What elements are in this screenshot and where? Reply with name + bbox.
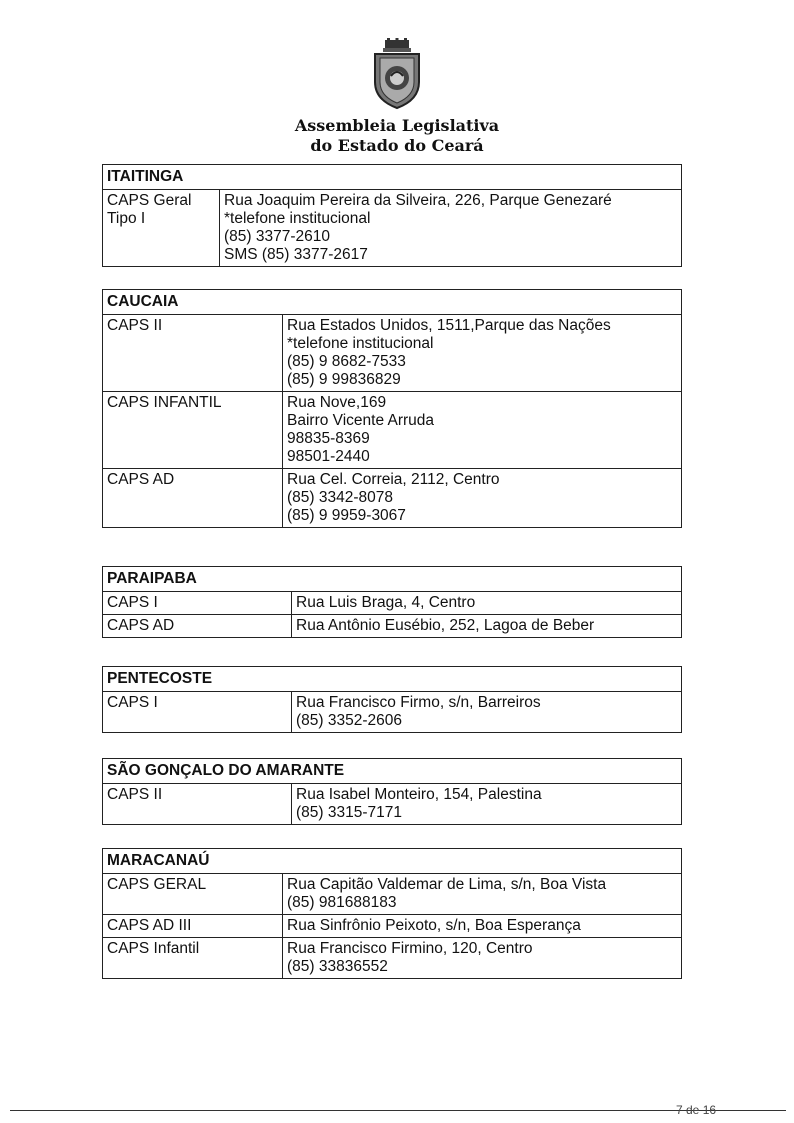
service-line: CAPS I — [107, 594, 158, 611]
service-cell — [103, 915, 283, 938]
service-line: Tipo I — [107, 210, 146, 227]
service-line: CAPS GERAL — [107, 876, 207, 893]
service-line: CAPS II — [107, 786, 163, 803]
table-row — [103, 784, 682, 825]
address-cell — [292, 615, 682, 638]
table-row — [103, 190, 682, 267]
service-cell — [103, 692, 292, 733]
address-line: (85) 3352-2606 — [296, 712, 402, 729]
address-line: (85) 9 99836829 — [287, 371, 401, 388]
address-line: Rua Luis Braga, 4, Centro — [296, 594, 476, 611]
city-name: CAUCAIA — [103, 290, 682, 315]
service-cell — [103, 784, 292, 825]
service-cell — [103, 938, 283, 979]
service-line: CAPS INFANTIL — [107, 394, 222, 411]
city-table-caucaia — [102, 289, 682, 528]
city-name: PARAIPABA — [103, 567, 682, 592]
table-row — [103, 392, 682, 469]
service-line: CAPS Geral — [107, 192, 192, 209]
city-name: SÃO GONÇALO DO AMARANTE — [103, 759, 682, 784]
service-line: CAPS AD — [107, 617, 175, 634]
service-line: CAPS II — [107, 317, 163, 334]
city-name: MARACANAÚ — [103, 849, 682, 874]
document-header — [0, 38, 794, 155]
address-line: (85) 3377-2610 — [224, 228, 330, 245]
address-line: Rua Capitão Valdemar de Lima, s/n, Boa Vista — [287, 876, 607, 893]
table-row — [103, 938, 682, 979]
address-cell — [283, 469, 682, 528]
page-number: 7 de 16 — [676, 1103, 717, 1117]
address-line: (85) 9 8682-7533 — [287, 353, 406, 370]
address-line: (85) 981688183 — [287, 894, 397, 911]
address-line: Rua Antônio Eusébio, 252, Lagoa de Beber — [296, 617, 595, 634]
address-line: 98501-2440 — [287, 448, 370, 465]
address-cell — [283, 874, 682, 915]
service-cell — [103, 190, 220, 267]
address-line: Rua Sinfrônio Peixoto, s/n, Boa Esperança — [287, 917, 581, 934]
service-line: CAPS I — [107, 694, 158, 711]
address-cell — [220, 190, 682, 267]
table-row — [103, 692, 682, 733]
coat-of-arms-icon — [367, 38, 427, 110]
address-cell — [292, 592, 682, 615]
address-line: 98835-8369 — [287, 430, 370, 447]
address-line: (85) 3342-8078 — [287, 489, 393, 506]
service-cell — [103, 315, 283, 392]
address-line: Rua Estados Unidos, 1511,Parque das Nações — [287, 317, 611, 334]
address-line: Rua Joaquim Pereira da Silveira, 226, Parque Genezaré — [224, 192, 612, 209]
address-line: *telefone institucional — [287, 335, 434, 352]
city-name: PENTECOSTE — [103, 667, 682, 692]
service-line: CAPS AD — [107, 471, 175, 488]
table-row — [103, 615, 682, 638]
service-line: CAPS AD III — [107, 917, 192, 934]
service-cell — [103, 392, 283, 469]
table-row — [103, 469, 682, 528]
address-line: (85) 3315-7171 — [296, 804, 402, 821]
table-row — [103, 874, 682, 915]
address-cell — [292, 692, 682, 733]
address-line: Rua Isabel Monteiro, 154, Palestina — [296, 786, 542, 803]
address-line: Rua Cel. Correia, 2112, Centro — [287, 471, 500, 488]
address-line: Rua Francisco Firmino, 120, Centro — [287, 940, 533, 957]
service-cell — [103, 874, 283, 915]
city-table-paraipaba — [102, 566, 682, 638]
table-row — [103, 315, 682, 392]
city-table-pentecoste — [102, 666, 682, 733]
address-cell — [292, 784, 682, 825]
address-cell — [283, 915, 682, 938]
address-line: (85) 33836552 — [287, 958, 388, 975]
institution-name-line1: Assembleia Legislativa — [294, 116, 500, 135]
address-line: SMS (85) 3377-2617 — [224, 246, 368, 263]
address-line: Rua Nove,169 — [287, 394, 387, 411]
city-name: ITAITINGA — [103, 165, 682, 190]
service-line: CAPS Infantil — [107, 940, 200, 957]
address-line: (85) 9 9959-3067 — [287, 507, 406, 524]
address-line: Rua Francisco Firmo, s/n, Barreiros — [296, 694, 541, 711]
table-row — [103, 915, 682, 938]
city-table-maracanau — [102, 848, 682, 979]
service-cell — [103, 592, 292, 615]
city-table-itaitinga — [102, 164, 682, 267]
address-cell — [283, 315, 682, 392]
service-cell — [103, 615, 292, 638]
institution-name-line2: do Estado do Ceará — [310, 136, 484, 155]
address-cell — [283, 938, 682, 979]
table-row — [103, 592, 682, 615]
address-line: Bairro Vicente Arruda — [287, 412, 435, 429]
city-table-sao-goncalo-do-amarante — [102, 758, 682, 825]
address-line: *telefone institucional — [224, 210, 371, 227]
footer-divider — [10, 1110, 786, 1111]
service-cell — [103, 469, 283, 528]
address-cell — [283, 392, 682, 469]
